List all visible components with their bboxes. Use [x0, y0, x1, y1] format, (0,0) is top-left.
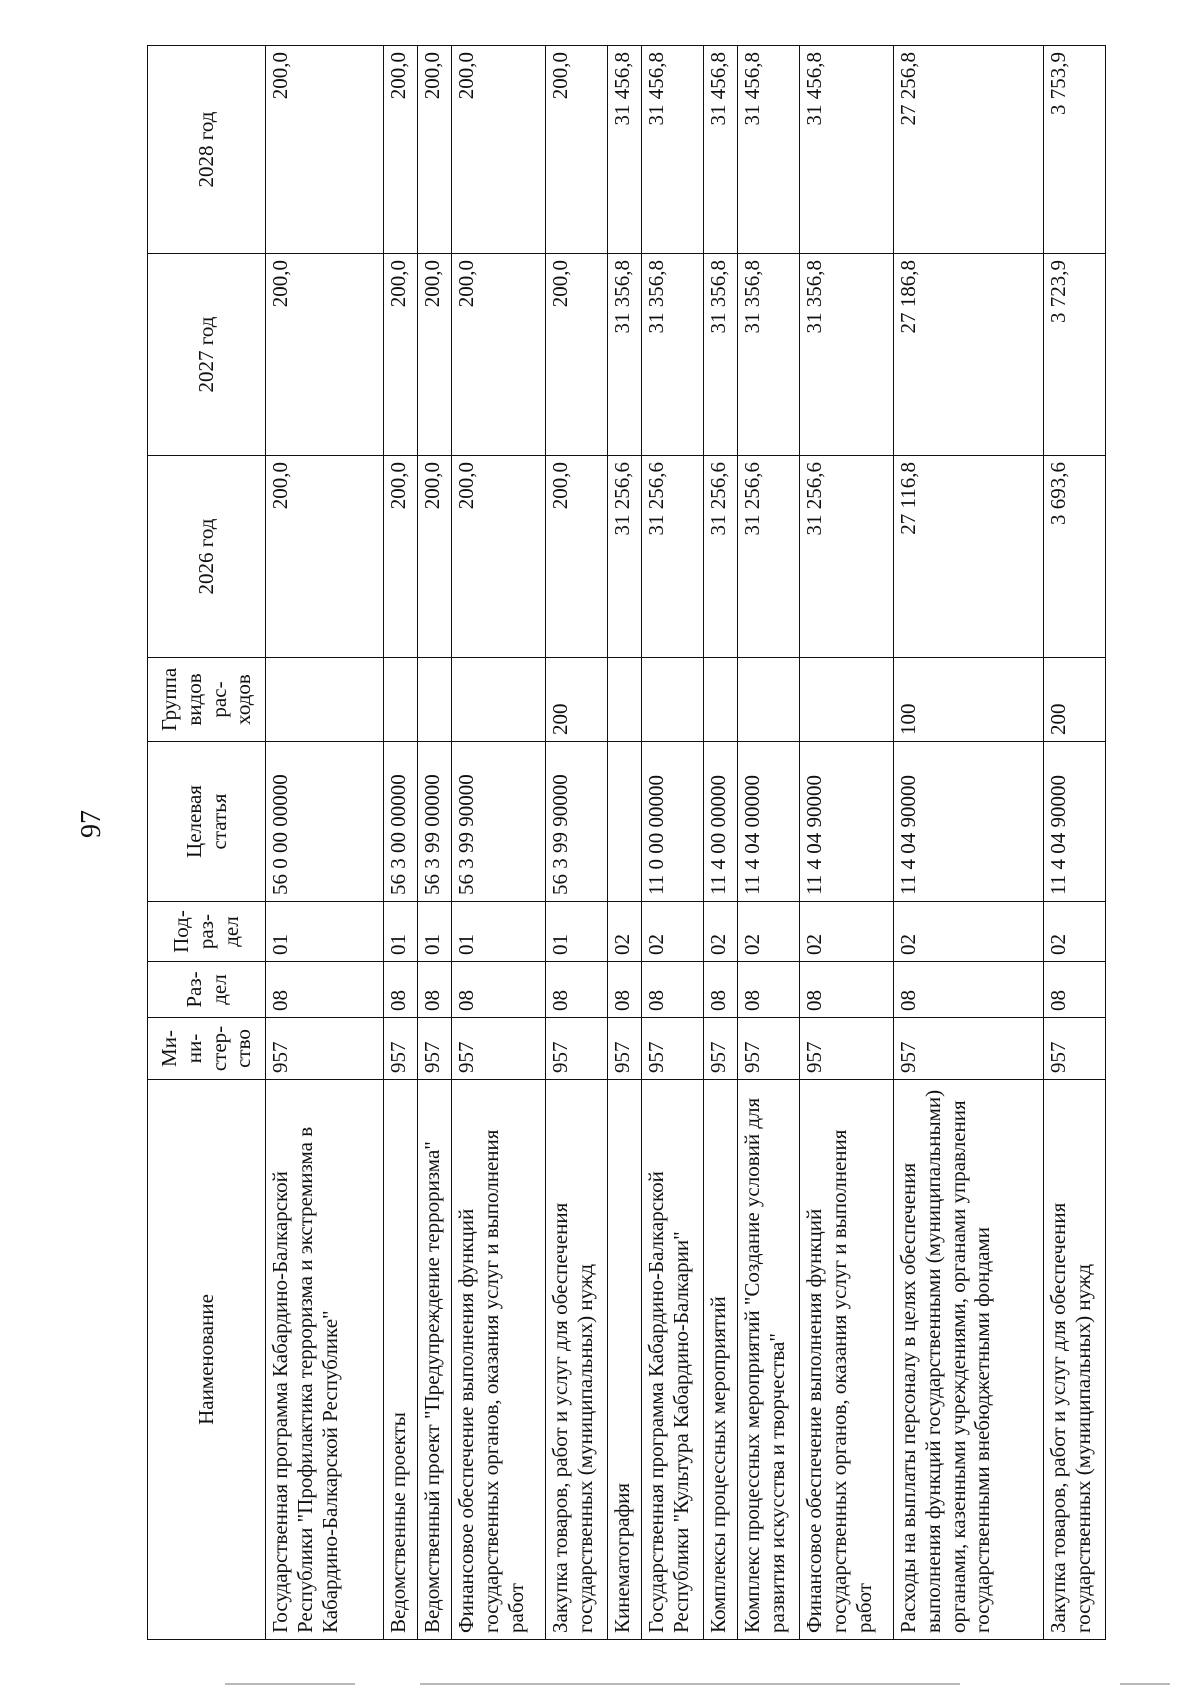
header-name: Наименование: [148, 1080, 266, 1640]
cell-subsection: 01: [266, 902, 384, 962]
table-row: [546, 46, 608, 1640]
header-ministry: Ми- ни- стер- ство: [148, 1018, 266, 1080]
cell-subsection: 02: [1044, 902, 1106, 962]
cell-section: 08: [894, 962, 1044, 1018]
cell-section: 08: [266, 962, 384, 1018]
cell-name: Ведомственные проекты: [384, 1080, 418, 1640]
cell-y2027: 200,0: [384, 254, 418, 456]
budget-table: [147, 45, 1106, 1640]
scan-artifact: [225, 1683, 355, 1685]
cell-y2027: 200,0: [452, 254, 546, 456]
cell-subsection: 02: [800, 902, 894, 962]
cell-y2028: 27 256,8: [894, 46, 1044, 254]
cell-group: [642, 658, 704, 742]
cell-y2028: 31 456,8: [704, 46, 738, 254]
cell-y2026: 200,0: [452, 456, 546, 658]
cell-name: Комплекс процессных мероприятий "Создание условий для развития искусства и творчества": [738, 1080, 800, 1640]
cell-name: Ведомственный проект "Предупреждение терроризма": [418, 1080, 452, 1640]
cell-y2027: 27 186,8: [894, 254, 1044, 456]
cell-y2026: 27 116,8: [894, 456, 1044, 658]
cell-ministry: 957: [894, 1018, 1044, 1080]
header-target: Целевая статья: [148, 742, 266, 902]
cell-section: 08: [608, 962, 642, 1018]
cell-name: Кинематография: [608, 1080, 642, 1640]
cell-ministry: 957: [608, 1018, 642, 1080]
scan-artifact: [420, 1683, 960, 1685]
cell-group: [384, 658, 418, 742]
cell-name: Финансовое обеспечение выполнения функций государственных органов, оказания услуг и выполнения работ: [452, 1080, 546, 1640]
cell-y2026: 3 693,6: [1044, 456, 1106, 658]
table-row: [642, 46, 704, 1640]
cell-y2027: 200,0: [546, 254, 608, 456]
cell-subsection: 01: [384, 902, 418, 962]
cell-section: 08: [1044, 962, 1106, 1018]
cell-y2026: 200,0: [384, 456, 418, 658]
header-2026: 2026 год: [148, 456, 266, 658]
table-row: [266, 46, 384, 1640]
cell-y2028: 31 456,8: [800, 46, 894, 254]
table-row: [384, 46, 418, 1640]
cell-y2026: 200,0: [546, 456, 608, 658]
cell-target: 11 0 00 00000: [642, 742, 704, 902]
cell-y2027: 3 723,9: [1044, 254, 1106, 456]
cell-target: 56 3 99 90000: [546, 742, 608, 902]
cell-y2026: 31 256,6: [704, 456, 738, 658]
table-row: [894, 46, 1044, 1640]
cell-y2027: 200,0: [266, 254, 384, 456]
cell-group: 100: [894, 658, 1044, 742]
cell-ministry: 957: [642, 1018, 704, 1080]
cell-ministry: 957: [384, 1018, 418, 1080]
cell-target: 56 3 99 00000: [418, 742, 452, 902]
cell-ministry: 957: [704, 1018, 738, 1080]
cell-y2028: 200,0: [546, 46, 608, 254]
table-row: [418, 46, 452, 1640]
cell-target: 56 3 99 90000: [452, 742, 546, 902]
table-row: [452, 46, 546, 1640]
header-2028: 2028 год: [148, 46, 266, 254]
cell-y2026: 200,0: [266, 456, 384, 658]
cell-group: [800, 658, 894, 742]
cell-y2028: 31 456,8: [608, 46, 642, 254]
cell-y2026: 200,0: [418, 456, 452, 658]
cell-name: Закупка товаров, работ и услуг для обеспечения государственных (муниципальных) нужд: [546, 1080, 608, 1640]
cell-subsection: 02: [704, 902, 738, 962]
cell-target: 11 4 00 00000: [704, 742, 738, 902]
cell-ministry: 957: [1044, 1018, 1106, 1080]
cell-y2028: 31 456,8: [642, 46, 704, 254]
cell-target: [608, 742, 642, 902]
cell-y2027: 31 356,8: [738, 254, 800, 456]
cell-group: [452, 658, 546, 742]
header-subsection: Под- раз- дел: [148, 902, 266, 962]
cell-ministry: 957: [546, 1018, 608, 1080]
cell-y2027: 200,0: [418, 254, 452, 456]
cell-target: 11 4 04 90000: [800, 742, 894, 902]
cell-group: [418, 658, 452, 742]
cell-y2026: 31 256,6: [642, 456, 704, 658]
header-2027: 2027 год: [148, 254, 266, 456]
cell-subsection: 01: [452, 902, 546, 962]
table-row: [1044, 46, 1106, 1640]
cell-section: 08: [546, 962, 608, 1018]
cell-target: 56 3 00 00000: [384, 742, 418, 902]
cell-subsection: 02: [608, 902, 642, 962]
cell-group: 200: [1044, 658, 1106, 742]
cell-target: 11 4 04 90000: [1044, 742, 1106, 902]
cell-subsection: 02: [738, 902, 800, 962]
cell-ministry: 957: [800, 1018, 894, 1080]
cell-y2028: 200,0: [452, 46, 546, 254]
table-header-row: [148, 46, 266, 1640]
cell-section: 08: [738, 962, 800, 1018]
header-group: Группа видов рас- ходов: [148, 658, 266, 742]
table-row: [738, 46, 800, 1640]
cell-ministry: 957: [418, 1018, 452, 1080]
cell-subsection: 02: [894, 902, 1044, 962]
cell-y2028: 200,0: [266, 46, 384, 254]
header-section: Раз- дел: [148, 962, 266, 1018]
cell-target: 11 4 04 90000: [894, 742, 1044, 902]
table-row: [608, 46, 642, 1640]
cell-target: 11 4 04 00000: [738, 742, 800, 902]
cell-name: Закупка товаров, работ и услуг для обеспечения государственных (муниципальных) нужд: [1044, 1080, 1106, 1640]
cell-y2028: 31 456,8: [738, 46, 800, 254]
cell-y2026: 31 256,6: [608, 456, 642, 658]
cell-section: 08: [704, 962, 738, 1018]
cell-section: 08: [452, 962, 546, 1018]
cell-group: 200: [546, 658, 608, 742]
cell-section: 08: [642, 962, 704, 1018]
cell-y2028: 3 753,9: [1044, 46, 1106, 254]
cell-name: Государственная программа Кабардино-Балкарской Республики "Профилактика терроризма и экстремизма в Кабардино-Балкарской Республике": [266, 1080, 384, 1640]
table-row: [704, 46, 738, 1640]
cell-subsection: 02: [642, 902, 704, 962]
cell-section: 08: [418, 962, 452, 1018]
cell-group: [704, 658, 738, 742]
cell-y2027: 31 356,8: [800, 254, 894, 456]
cell-ministry: 957: [452, 1018, 546, 1080]
cell-y2028: 200,0: [418, 46, 452, 254]
rotated-table-wrapper: [147, 46, 1150, 1640]
table-row: [800, 46, 894, 1640]
page-number: 97: [76, 810, 107, 838]
cell-y2026: 31 256,6: [800, 456, 894, 658]
cell-ministry: 957: [266, 1018, 384, 1080]
cell-y2027: 31 356,8: [608, 254, 642, 456]
cell-group: [266, 658, 384, 742]
cell-name: Расходы на выплаты персоналу в целях обеспечения выполнения функций государственными (муниципальными) органами, казенными учреждениями, органами управления государственными внебюджетными фондами: [894, 1080, 1044, 1640]
table-body: [266, 46, 1106, 1640]
scan-artifact: [1120, 1683, 1170, 1685]
cell-group: [738, 658, 800, 742]
cell-section: 08: [800, 962, 894, 1018]
cell-y2026: 31 256,6: [738, 456, 800, 658]
cell-target: 56 0 00 00000: [266, 742, 384, 902]
cell-section: 08: [384, 962, 418, 1018]
cell-y2028: 200,0: [384, 46, 418, 254]
cell-subsection: 01: [546, 902, 608, 962]
cell-y2027: 31 356,8: [642, 254, 704, 456]
cell-group: [608, 658, 642, 742]
cell-name: Государственная программа Кабардино-Балкарской Республики "Культура Кабардино-Балкарии": [642, 1080, 704, 1640]
cell-ministry: 957: [738, 1018, 800, 1080]
cell-name: Финансовое обеспечение выполнения функций государственных органов, оказания услуг и выполнения работ: [800, 1080, 894, 1640]
cell-name: Комплексы процессных мероприятий: [704, 1080, 738, 1640]
cell-subsection: 01: [418, 902, 452, 962]
cell-y2027: 31 356,8: [704, 254, 738, 456]
